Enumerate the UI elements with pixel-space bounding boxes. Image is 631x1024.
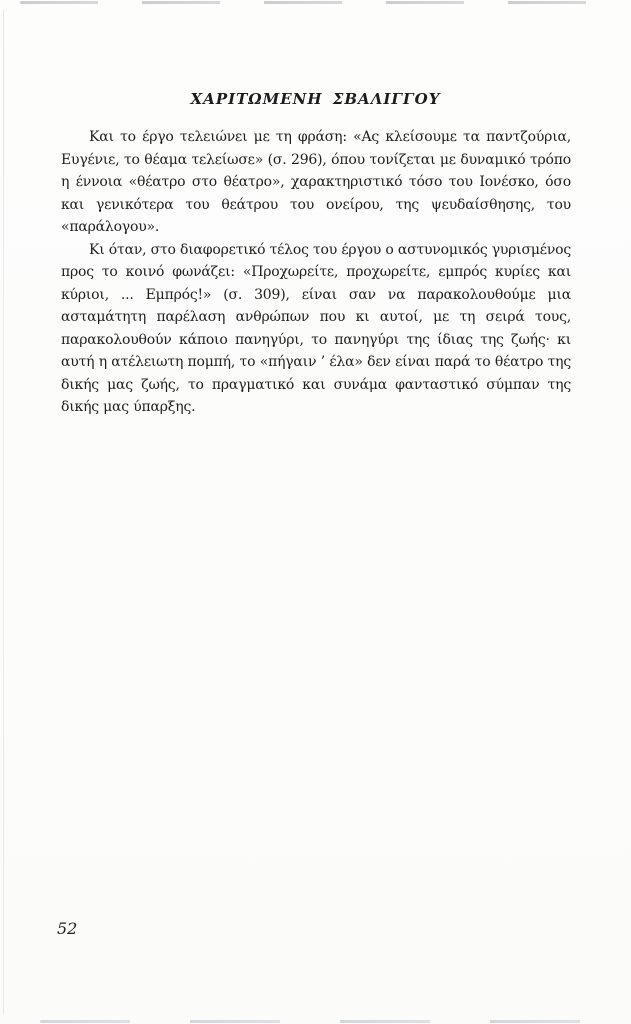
scan-artifact-top-edge (20, 1, 623, 4)
page-number: 52 (57, 919, 78, 938)
body-text (61, 126, 571, 419)
scan-artifact-bottom-edge (40, 1020, 621, 1023)
paragraph-1: Και το έργο τελειώνει με τη φράση: «Ας κλείσουμε τα παντζούρια, Ευγένιε, το θέαμα τελείωσε» (σ. 296), όπου τονίζεται με δυναμικό τρόπο η έννοια «θέατρο στο θέατρο», χαρακτηριστικό τόσο του Ιονέσκο, όσο και γενικότερα του θεάτρου του ονείρου, της ψευδαίσθησης, του «παράλογου». (61, 129, 571, 235)
scan-artifact-left-edge (3, 10, 4, 1014)
paragraph-2: Κι όταν, στο διαφορετικό τέλος του έργου ο αστυνομικός γυρισμένος προς το κοινό φωνάζει: «Προχωρείτε, προχωρείτε, εμπρός κυρίες και κύριοι, ... Εμπρός!» (σ. 309), είναι σαν να παρακολουθούμε μια ασταμάτητη παρέλαση ανθρώπων που κι αυτοί, με τη σειρά τους, παρακολουθούν κάποιο πανηγύρι, το πανηγύρι της ίδιας της ζωής· κι αυτή η ατέλειωτη πομπή, το «πήγαιν ’ έλα» δεν είναι παρά το θέατρο της δικής μας ζωής, το πραγματικό και συνάμα φανταστικό σύμπαν της δικής μας ύπαρξης. (61, 241, 571, 415)
running-header: ΧΑΡΙΤΩΜΕΝΗ ΣΒΑΛΙΓΓΟΥ (190, 90, 441, 108)
